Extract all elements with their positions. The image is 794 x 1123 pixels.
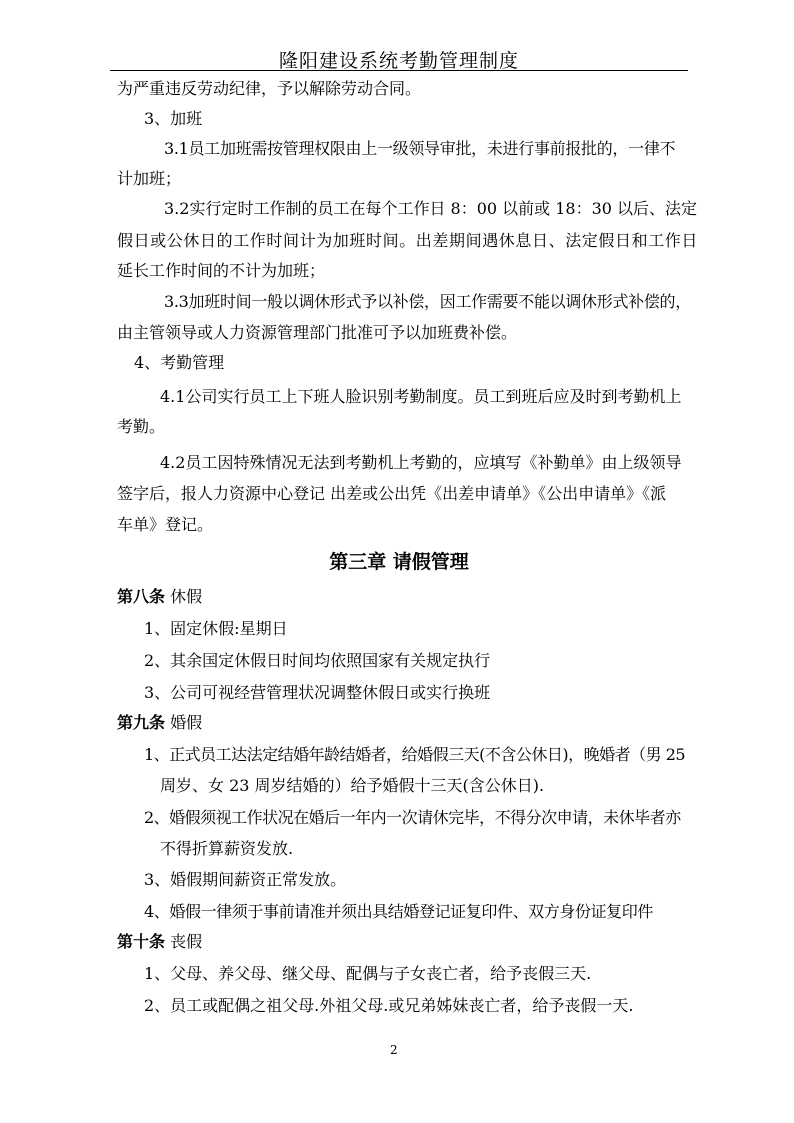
chapter-title: 第三章 请假管理 bbox=[329, 551, 469, 573]
page-header-title: 隆阳建设系统考勤管理制度 bbox=[278, 50, 519, 72]
list-item: 1、父母、养父母、继父母、配偶与子女丧亡者，给予丧假三天. bbox=[144, 964, 592, 983]
list-item: 1、固定休假:星期日 bbox=[144, 619, 288, 638]
article-name: 丧假 bbox=[170, 932, 203, 951]
body-line: 签字后，报人力资源中心登记 出差或公出凭《出差申请单》《公出申请单》《派 bbox=[117, 484, 667, 503]
section-heading-overtime: 3、加班 bbox=[144, 109, 203, 128]
body-line: 3.2实行定时工作制的员工在每个工作日 8：00 以前或 18：30 以后、法定 bbox=[164, 199, 698, 218]
header-divider bbox=[110, 70, 688, 71]
article-name: 婚假 bbox=[170, 713, 203, 732]
list-item: 2、婚假须视工作状况在婚后一年内一次请休完毕，不得分次申请，未休毕者亦 bbox=[144, 808, 681, 827]
body-line: 考勤。 bbox=[117, 417, 166, 436]
article-number: 第九条 bbox=[117, 713, 166, 732]
list-item: 不得折算薪资发放. bbox=[160, 839, 294, 858]
body-line: 由主管领导或人力资源管理部门批准可予以加班费补偿。 bbox=[117, 323, 518, 342]
list-item: 4、婚假一律须于事前请准并须出具结婚登记证复印件、双方身份证复印件 bbox=[144, 902, 653, 921]
section-heading-attendance: 4、考勤管理 bbox=[134, 353, 225, 372]
article-heading bbox=[117, 710, 202, 733]
body-line: 3.1员工加班需按管理权限由上一级领导审批，未进行事前报批的，一律不 bbox=[164, 139, 676, 158]
article-heading bbox=[117, 929, 202, 952]
article-number: 第十条 bbox=[117, 932, 166, 951]
body-line: 3.3加班时间一般以调休形式予以补偿，因工作需要不能以调休形式补偿的， bbox=[164, 292, 691, 311]
body-line: 车单》登记。 bbox=[117, 515, 214, 534]
list-item: 2、其余国定休假日时间均依照国家有关规定执行 bbox=[144, 651, 491, 670]
article-number: 第八条 bbox=[117, 587, 166, 606]
list-item: 1、正式员工达法定结婚年龄结婚者，给婚假三天(不含公休日)，晚婚者（男 25 bbox=[144, 745, 686, 764]
body-line: 计加班； bbox=[117, 169, 182, 188]
body-line: 4.1公司实行员工上下班人脸识别考勤制度。员工到班后应及时到考勤机上 bbox=[160, 387, 682, 406]
article-heading bbox=[117, 584, 202, 607]
list-item: 3、公司可视经营管理状况调整休假日或实行换班 bbox=[144, 683, 491, 702]
list-item: 2、员工或配偶之祖父母.外祖父母.或兄弟姊妹丧亡者，给予丧假一天. bbox=[144, 996, 634, 1015]
body-line: 假日或公休日的工作时间计为加班时间。出差期间遇休息日、法定假日和工作日 bbox=[117, 231, 699, 250]
page-number: 2 bbox=[390, 1043, 398, 1057]
list-item: 周岁、女 23 周岁结婚的）给予婚假十三天(含公休日). bbox=[160, 776, 545, 795]
body-line: 4.2员工因特殊情况无法到考勤机上考勤的，应填写《补勤单》由上级领导 bbox=[160, 453, 682, 472]
body-line: 延长工作时间的不计为加班； bbox=[117, 261, 326, 280]
list-item: 3、婚假期间薪资正常发放。 bbox=[144, 870, 347, 889]
article-name: 休假 bbox=[170, 587, 203, 606]
body-line: 为严重违反劳动纪律，予以解除劳动合同。 bbox=[117, 79, 422, 98]
